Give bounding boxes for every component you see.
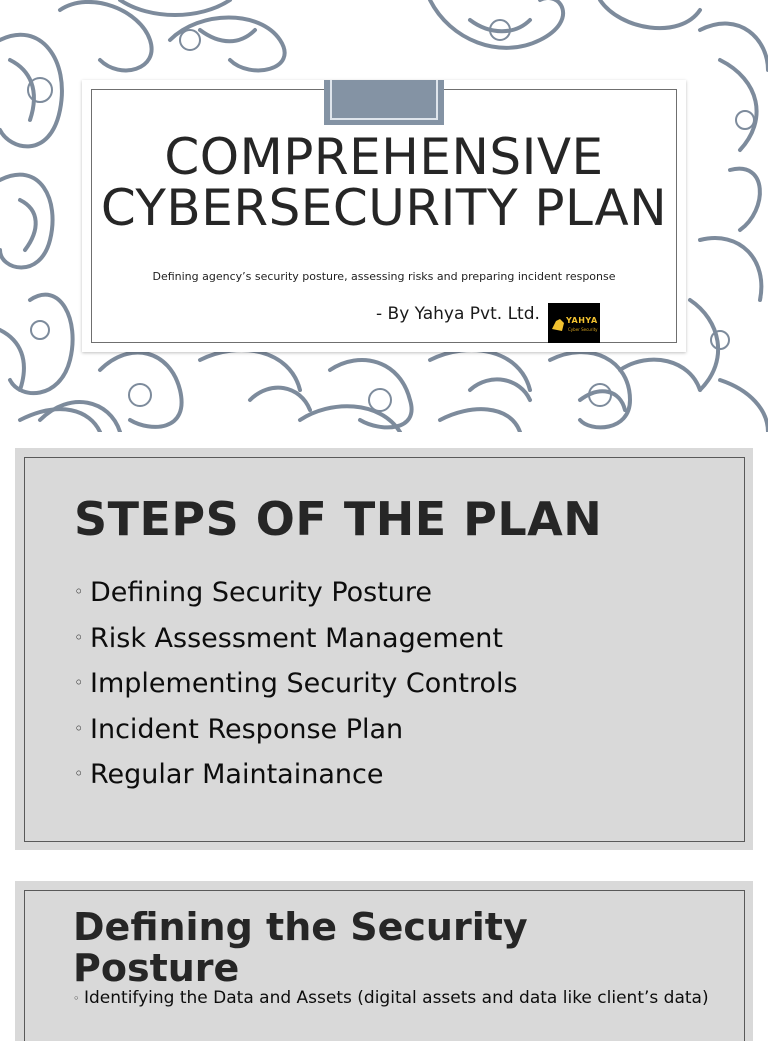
presentation-title: COMPREHENSIVE CYBERSECURITY PLAN: [100, 128, 668, 237]
security-posture-slide: [15, 881, 753, 1041]
steps-slide: [15, 448, 753, 850]
author-byline: - By Yahya Pvt. Ltd.: [376, 304, 540, 324]
list-item: ◦ Risk Assessment Management: [74, 616, 518, 662]
bullet-icon: ◦: [73, 992, 80, 1005]
list-item: ◦ Identifying the Data and Assets (digital assets and data like client’s data): [73, 988, 709, 1008]
company-logo: [548, 303, 600, 343]
bullet-icon: ◦: [74, 718, 84, 738]
list-item: ◦ Regular Maintainance: [74, 752, 518, 798]
list-item: ◦ Incident Response Plan: [74, 707, 518, 753]
bullet-icon: ◦: [74, 673, 84, 692]
list-item: ◦ Implementing Security Controls: [74, 661, 518, 707]
list-item: ◦ Defining Security Posture: [74, 570, 518, 616]
slide-title: Defining the Security Posture: [73, 905, 528, 990]
title-tab-decoration: [324, 80, 444, 125]
logo-subtext: Cyber Security: [568, 327, 598, 332]
title-slide: [0, 0, 768, 432]
steps-list: [74, 570, 518, 798]
bullet-icon: ◦: [74, 582, 84, 601]
presentation-subtitle: Defining agency’s security posture, assessing risks and preparing incident response: [152, 270, 616, 283]
slide-title: STEPS OF THE PLAN: [74, 492, 603, 546]
logo-text: YAHYA: [566, 316, 598, 325]
bullet-icon: ◦: [74, 627, 84, 647]
bullet-icon: ◦: [74, 764, 84, 783]
title-card: [82, 80, 686, 352]
